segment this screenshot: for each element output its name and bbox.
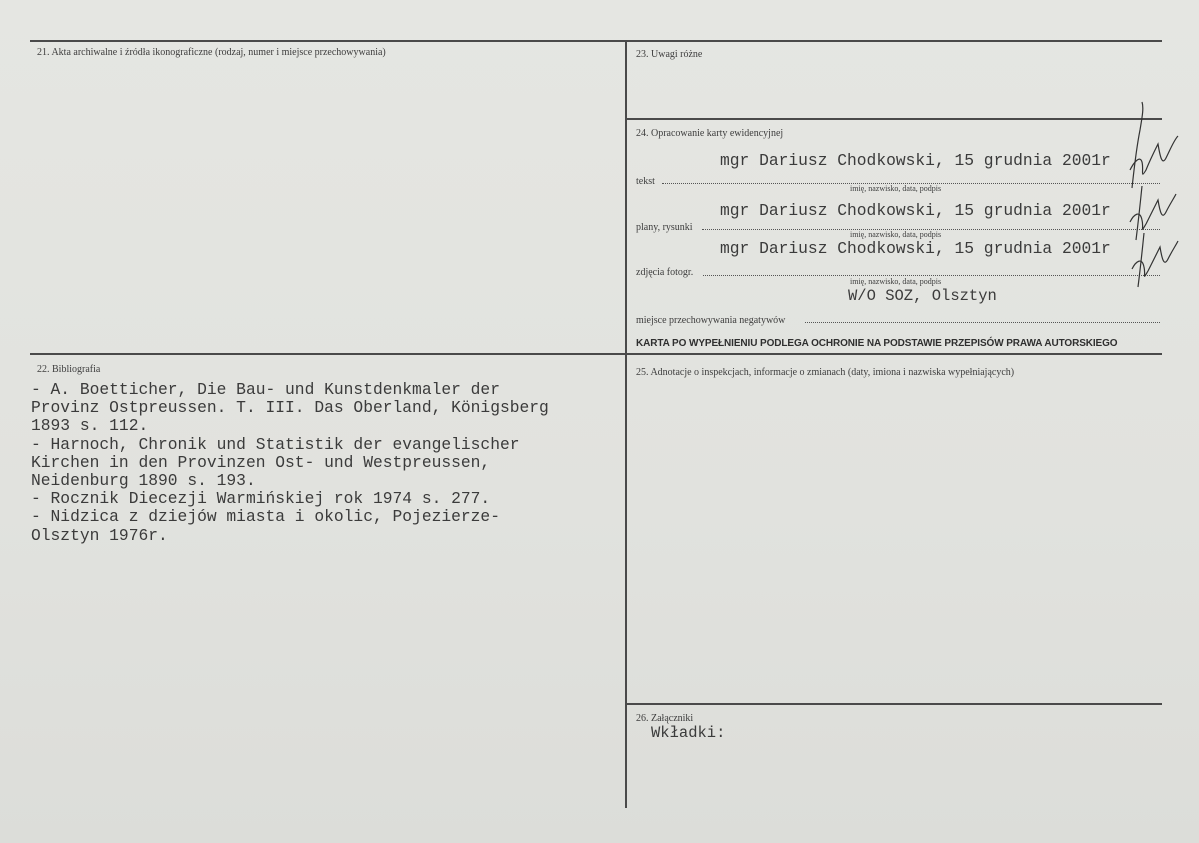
bibliography-line: - Rocznik Diecezji Warmińskiej rok 1974 s. 277. xyxy=(31,489,491,509)
section-24-label: 24. Opracowanie karty ewidencyjnej xyxy=(636,128,784,139)
rule-23-24 xyxy=(627,118,1162,120)
tekst-label: tekst xyxy=(636,176,655,187)
tekst-caption: imię, nazwisko, data, podpis xyxy=(850,184,942,193)
bibliography-list xyxy=(31,381,549,545)
section-25-label: 25. Adnotacje o inspekcjach, informacje o zmianach (daty, imiona i nazwiska wypełniających) xyxy=(636,367,1015,378)
negatywy-label: miejsce przechowywania negatywów xyxy=(636,315,786,326)
bibliography-line: 1893 s. 112. xyxy=(31,416,149,436)
bibliography-line: Provinz Ostpreussen. T. III. Das Oberland, Königsberg xyxy=(31,398,549,418)
zdjecia-caption: imię, nazwisko, data, podpis xyxy=(850,277,942,286)
plany-label: plany, rysunki xyxy=(636,222,693,233)
bibliography-line: Olsztyn 1976r. xyxy=(31,525,168,545)
bibliography-line: - Nidzica z dziejów miasta i okolic, Pojezierze- xyxy=(31,507,500,527)
zdjecia-label: zdjęcia fotogr. xyxy=(636,267,694,278)
signature-1 xyxy=(1120,100,1180,180)
signature-3 xyxy=(1120,225,1180,295)
zdjecia-dotted-line xyxy=(703,275,1160,276)
attachments-value: Wkładki: xyxy=(651,724,726,742)
section-22-label: 22. Bibliografia xyxy=(37,364,101,375)
plany-value: mgr Dariusz Chodkowski, 15 grudnia 2001r xyxy=(720,201,1111,220)
negatywy-value: W/O SOZ, Olsztyn xyxy=(848,287,997,305)
bibliography-line: Neidenburg 1890 s. 193. xyxy=(31,471,256,491)
negatywy-dotted-line xyxy=(805,322,1160,323)
copyright-warning: KARTA PO WYPEŁNIENIU PODLEGA OCHRONIE NA PODSTAWIE PRZEPISÓW PRAWA AUTORSKIEGO xyxy=(636,338,1118,349)
rule-25-26 xyxy=(627,703,1162,705)
bibliography-line: Kirchen in den Provinzen Ost- und Westpreussen, xyxy=(31,452,491,472)
plany-caption: imię, nazwisko, data, podpis xyxy=(850,230,942,239)
section-26-label: 26. Załączniki xyxy=(636,713,694,724)
center-divider xyxy=(625,40,627,808)
tekst-value: mgr Dariusz Chodkowski, 15 grudnia 2001r xyxy=(720,151,1111,170)
bibliography-line: - A. Boetticher, Die Bau- und Kunstdenkmaler der xyxy=(31,380,500,399)
top-rule xyxy=(30,40,1162,42)
middle-rule xyxy=(30,353,1162,355)
zdjecia-value: mgr Dariusz Chodkowski, 15 grudnia 2001r xyxy=(720,239,1111,258)
section-23-label: 23. Uwagi różne xyxy=(636,49,703,60)
bibliography-line: - Harnoch, Chronik und Statistik der evangelischer xyxy=(31,434,520,454)
section-21-label: 21. Akta archiwalne i źródła ikonograficzne (rodzaj, numer i miejsce przechowywania) xyxy=(37,47,386,58)
